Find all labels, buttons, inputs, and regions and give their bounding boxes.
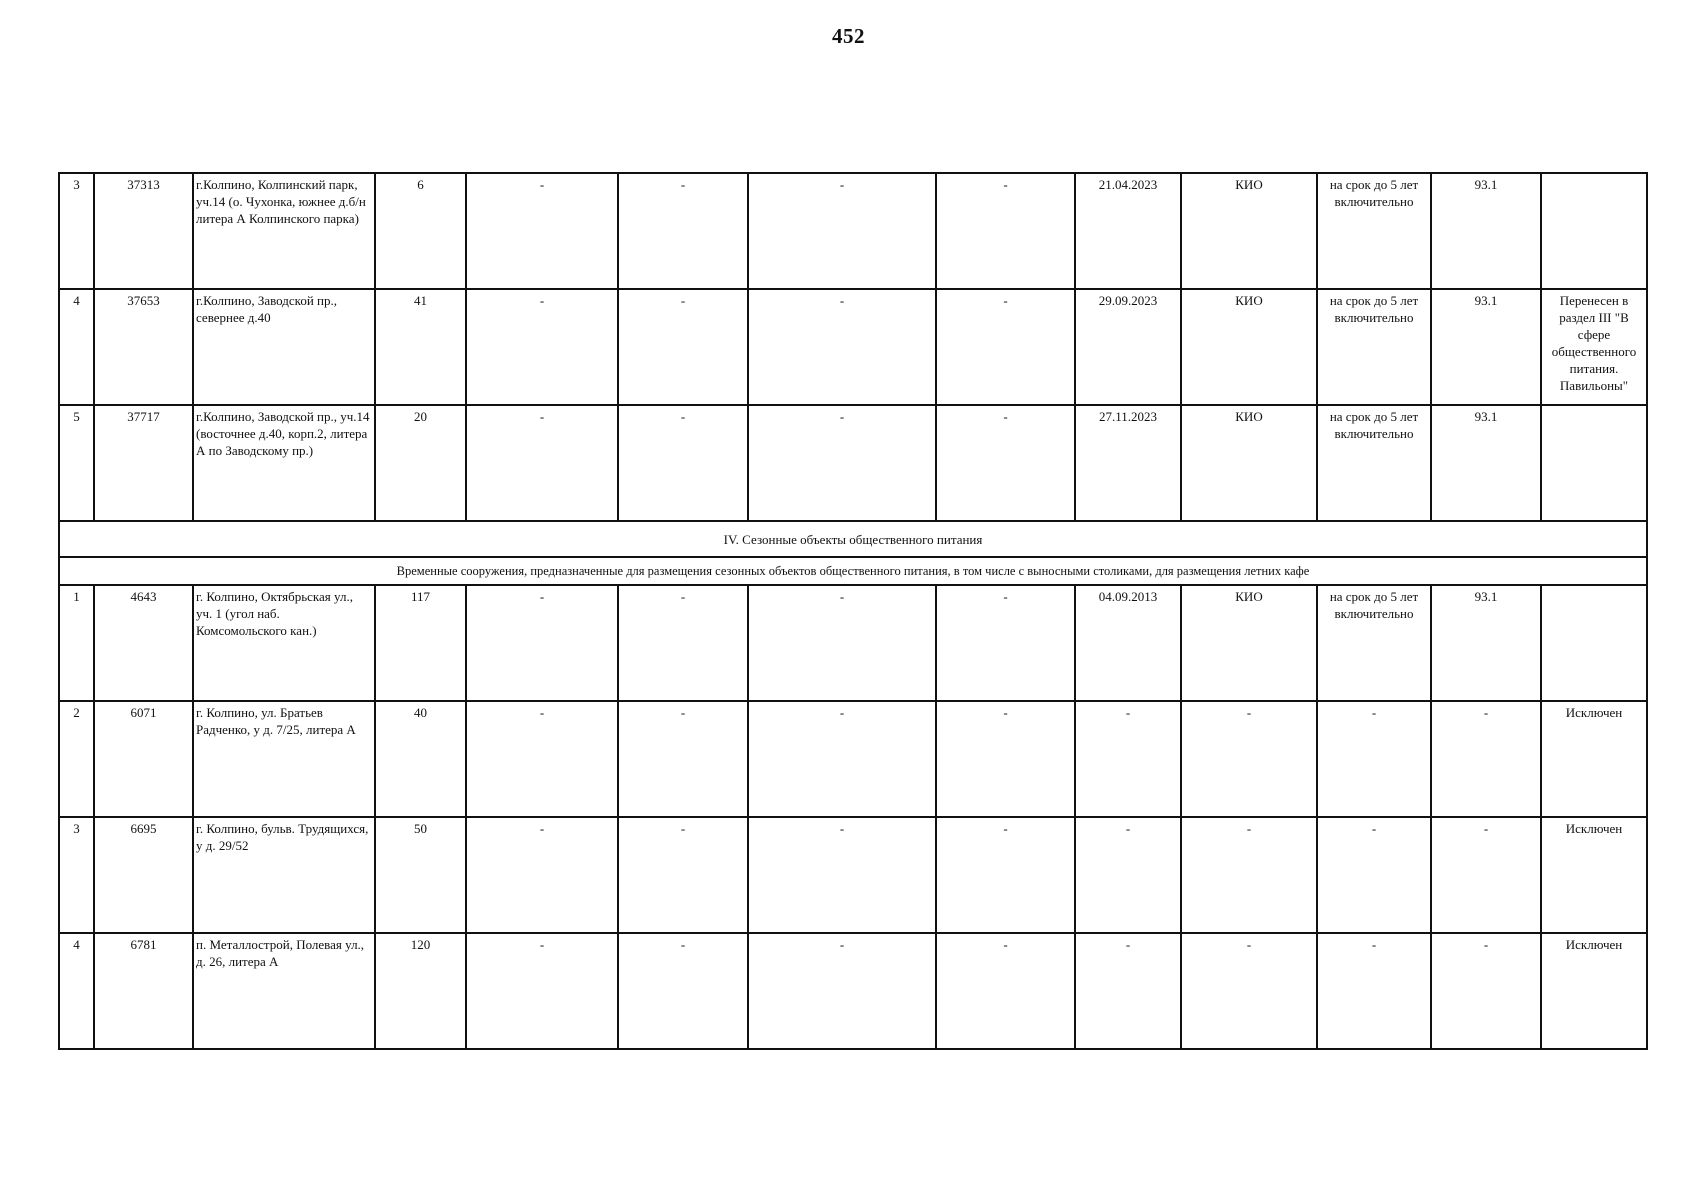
- address-cell: г. Колпино, ул. Братьев Радченко, у д. 7/25, литера А: [193, 701, 375, 817]
- section-header-group: [59, 521, 1647, 585]
- column-6-cell: -: [618, 701, 748, 817]
- area-cell: 41: [375, 289, 466, 405]
- organization-cell: КИО: [1181, 173, 1317, 289]
- row-number-cell: 3: [59, 173, 94, 289]
- column-6-cell: -: [618, 585, 748, 701]
- row-number-cell: 2: [59, 701, 94, 817]
- area-cell: 6: [375, 173, 466, 289]
- object-id-cell: 37313: [94, 173, 193, 289]
- table-row: [59, 933, 1647, 1049]
- note-cell: [1541, 585, 1647, 701]
- column-7-cell: -: [748, 933, 936, 1049]
- column-5-cell: -: [466, 585, 618, 701]
- column-6-cell: -: [618, 817, 748, 933]
- column-8-cell: -: [936, 933, 1075, 1049]
- table-row: [59, 289, 1647, 405]
- organization-cell: КИО: [1181, 405, 1317, 521]
- date-cell: 21.04.2023: [1075, 173, 1181, 289]
- note-cell: Исключен: [1541, 701, 1647, 817]
- column-7-cell: -: [748, 585, 936, 701]
- table-row: [59, 817, 1647, 933]
- table-row: [59, 585, 1647, 701]
- row-number-cell: 1: [59, 585, 94, 701]
- code-cell: 93.1: [1431, 585, 1541, 701]
- code-cell: 93.1: [1431, 289, 1541, 405]
- column-7-cell: -: [748, 405, 936, 521]
- column-8-cell: -: [936, 701, 1075, 817]
- column-8-cell: -: [936, 173, 1075, 289]
- note-cell: Исключен: [1541, 817, 1647, 933]
- organization-cell: -: [1181, 933, 1317, 1049]
- area-cell: 117: [375, 585, 466, 701]
- date-cell: -: [1075, 817, 1181, 933]
- term-cell: на срок до 5 лет включительно: [1317, 585, 1431, 701]
- table-row: [59, 173, 1647, 289]
- object-id-cell: 37653: [94, 289, 193, 405]
- rows-before-section: [59, 173, 1647, 521]
- date-cell: -: [1075, 701, 1181, 817]
- column-8-cell: -: [936, 585, 1075, 701]
- term-cell: на срок до 5 лет включительно: [1317, 405, 1431, 521]
- column-7-cell: -: [748, 173, 936, 289]
- area-cell: 20: [375, 405, 466, 521]
- area-cell: 120: [375, 933, 466, 1049]
- column-6-cell: -: [618, 173, 748, 289]
- note-cell: [1541, 405, 1647, 521]
- code-cell: 93.1: [1431, 405, 1541, 521]
- object-id-cell: 6071: [94, 701, 193, 817]
- table-row: [59, 701, 1647, 817]
- subsection-header-row: [59, 557, 1647, 585]
- area-cell: 40: [375, 701, 466, 817]
- organization-cell: -: [1181, 701, 1317, 817]
- object-id-cell: 6695: [94, 817, 193, 933]
- page-number: 452: [832, 24, 865, 48]
- column-6-cell: -: [618, 289, 748, 405]
- note-cell: [1541, 173, 1647, 289]
- column-5-cell: -: [466, 701, 618, 817]
- section-title: IV. Сезонные объекты общественного питания: [59, 521, 1647, 557]
- column-6-cell: -: [618, 933, 748, 1049]
- row-number-cell: 4: [59, 933, 94, 1049]
- date-cell: 04.09.2013: [1075, 585, 1181, 701]
- term-cell: на срок до 5 лет включительно: [1317, 289, 1431, 405]
- column-7-cell: -: [748, 817, 936, 933]
- organization-cell: КИО: [1181, 289, 1317, 405]
- column-8-cell: -: [936, 289, 1075, 405]
- object-id-cell: 37717: [94, 405, 193, 521]
- date-cell: 29.09.2023: [1075, 289, 1181, 405]
- address-cell: г. Колпино, Октябрьская ул., уч. 1 (угол наб. Комсомольского кан.): [193, 585, 375, 701]
- address-cell: г.Колпино, Колпинский парк, уч.14 (о. Чухонка, южнее д.б/н литера А Колпинского парка): [193, 173, 375, 289]
- column-7-cell: -: [748, 289, 936, 405]
- code-cell: -: [1431, 933, 1541, 1049]
- column-5-cell: -: [466, 933, 618, 1049]
- term-cell: -: [1317, 701, 1431, 817]
- organization-cell: КИО: [1181, 585, 1317, 701]
- term-cell: -: [1317, 817, 1431, 933]
- column-5-cell: -: [466, 173, 618, 289]
- term-cell: -: [1317, 933, 1431, 1049]
- date-cell: -: [1075, 933, 1181, 1049]
- term-cell: на срок до 5 лет включительно: [1317, 173, 1431, 289]
- table-row: [59, 405, 1647, 521]
- column-7-cell: -: [748, 701, 936, 817]
- address-cell: п. Металлострой, Полевая ул., д. 26, литера А: [193, 933, 375, 1049]
- column-5-cell: -: [466, 405, 618, 521]
- code-cell: -: [1431, 817, 1541, 933]
- address-cell: г. Колпино, бульв. Трудящихся, у д. 29/52: [193, 817, 375, 933]
- subsection-title: Временные сооружения, предназначенные для размещения сезонных объектов общественного питания, в том числе с выносными столиками, для размещения летних кафе: [59, 557, 1647, 585]
- address-cell: г.Колпино, Заводской пр., уч.14 (восточнее д.40, корп.2, литера А по Заводскому пр.): [193, 405, 375, 521]
- placement-schedule-table: [58, 172, 1648, 1050]
- note-cell: Исключен: [1541, 933, 1647, 1049]
- date-cell: 27.11.2023: [1075, 405, 1181, 521]
- row-number-cell: 3: [59, 817, 94, 933]
- section-header-row: [59, 521, 1647, 557]
- note-cell: Перенесен в раздел III "В сфере общественного питания. Павильоны": [1541, 289, 1647, 405]
- code-cell: -: [1431, 701, 1541, 817]
- address-cell: г.Колпино, Заводской пр., севернее д.40: [193, 289, 375, 405]
- column-8-cell: -: [936, 405, 1075, 521]
- code-cell: 93.1: [1431, 173, 1541, 289]
- column-5-cell: -: [466, 289, 618, 405]
- area-cell: 50: [375, 817, 466, 933]
- row-number-cell: 5: [59, 405, 94, 521]
- column-8-cell: -: [936, 817, 1075, 933]
- column-6-cell: -: [618, 405, 748, 521]
- rows-after-section: [59, 585, 1647, 1049]
- row-number-cell: 4: [59, 289, 94, 405]
- object-id-cell: 4643: [94, 585, 193, 701]
- object-id-cell: 6781: [94, 933, 193, 1049]
- column-5-cell: -: [466, 817, 618, 933]
- organization-cell: -: [1181, 817, 1317, 933]
